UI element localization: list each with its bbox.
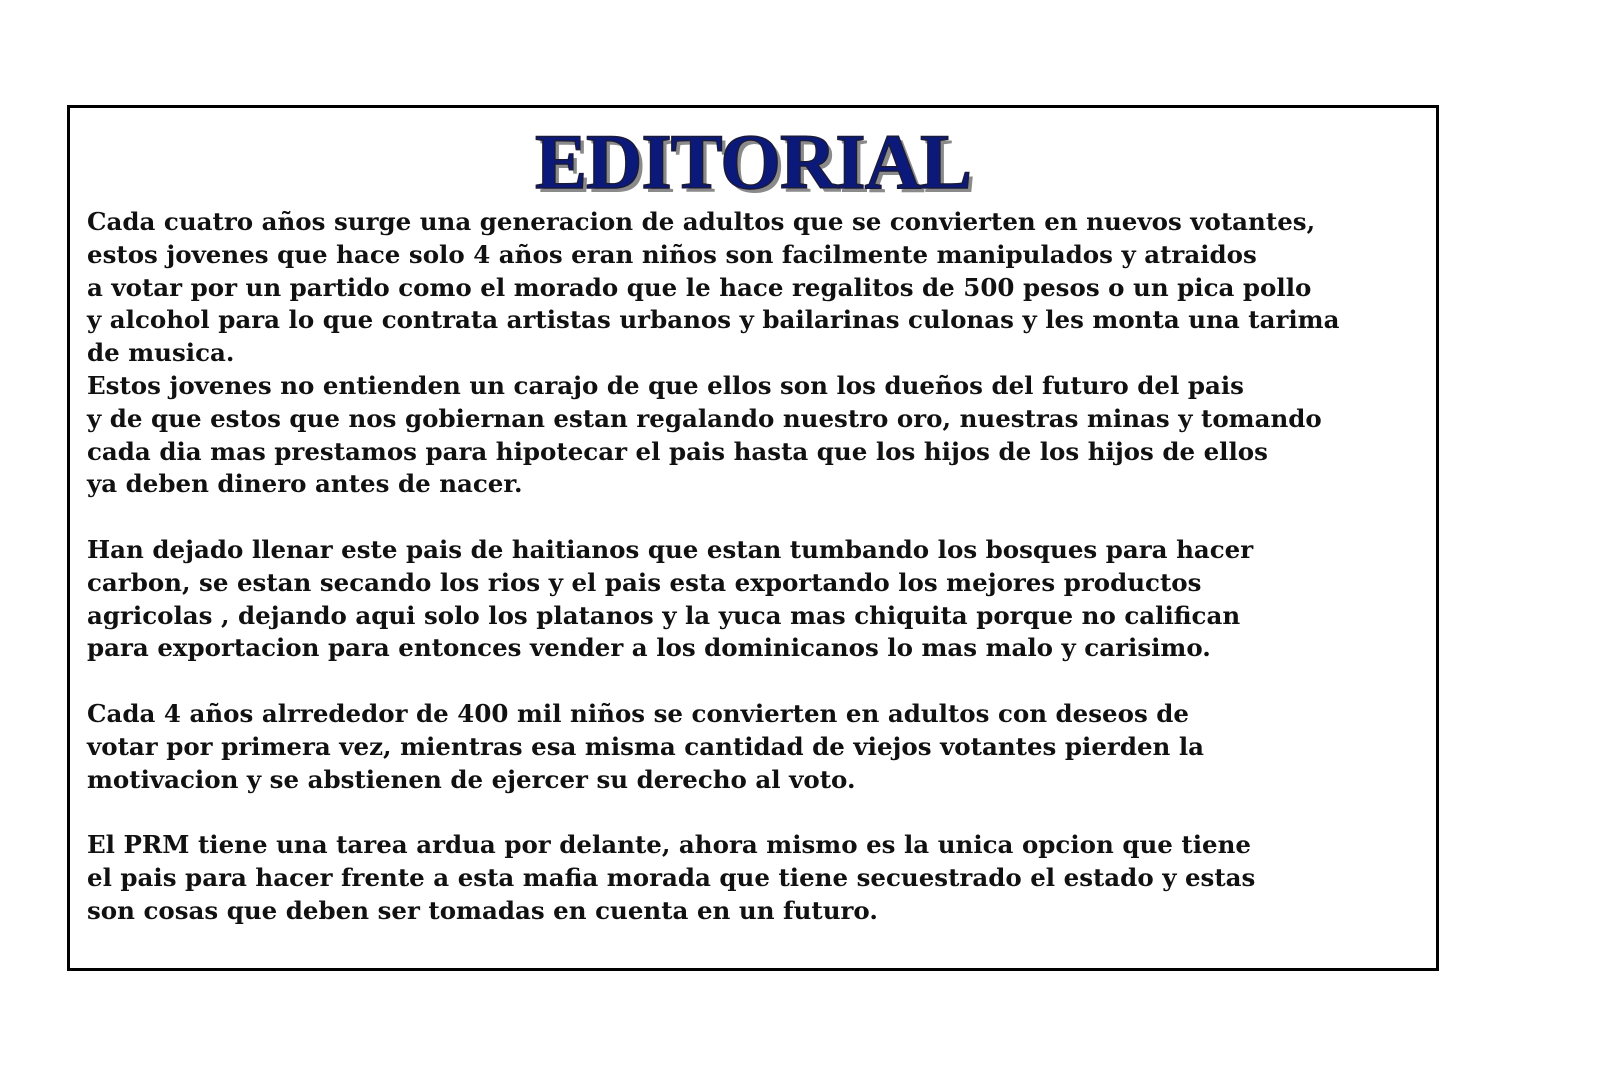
- paragraph-3: [87, 698, 1339, 796]
- text-line: y alcohol para lo que contrata artistas urbanos y bailarinas culonas y les monta una tarima: [87, 305, 1340, 335]
- text-line: a votar por un partido como el morado que le hace regalitos de 500 pesos o un pica pollo: [87, 272, 1312, 302]
- editorial-body: [87, 206, 1339, 928]
- paragraph-gap: [87, 501, 1339, 534]
- text-line: para exportacion para entonces vender a los dominicanos lo mas malo y carisimo.: [87, 633, 1211, 663]
- paragraph-4: [87, 829, 1339, 927]
- text-line: agricolas , dejando aqui solo los platanos y la yuca mas chiquita porque no califican: [87, 600, 1241, 630]
- paragraph-1: [87, 206, 1339, 501]
- paragraph-gap: [87, 665, 1339, 698]
- text-line: Cada 4 años alrrededor de 400 mil niños se convierten en adultos con deseos de: [87, 698, 1190, 728]
- text-line: cada dia mas prestamos para hipotecar el pais hasta que los hijos de los hijos de ellos: [87, 436, 1268, 466]
- text-line: el pais para hacer frente a esta mafia morada que tiene secuestrado el estado y estas: [87, 862, 1256, 892]
- text-line: estos jovenes que hace solo 4 años eran niños son facilmente manipulados y atraidos: [87, 239, 1257, 269]
- paragraph-gap: [87, 796, 1339, 829]
- text-line: Estos jovenes no entienden un carajo de que ellos son los dueños del futuro del pais: [87, 370, 1244, 400]
- text-line: motivacion y se abstienen de ejercer su derecho al voto.: [87, 764, 856, 794]
- text-line: Cada cuatro años surge una generacion de adultos que se convierten en nuevos votantes,: [87, 207, 1316, 236]
- editorial-box: [67, 105, 1439, 971]
- text-line: votar por primera vez, mientras esa misma cantidad de viejos votantes pierden la: [87, 731, 1205, 761]
- text-line: carbon, se estan secando los rios y el pais esta exportando los mejores productos: [87, 567, 1202, 597]
- text-line: Han dejado llenar este pais de haitianos que estan tumbando los bosques para hacer: [87, 534, 1254, 564]
- paragraph-2: [87, 534, 1339, 665]
- text-line: ya deben dinero antes de nacer.: [87, 469, 523, 499]
- text-line: El PRM tiene una tarea ardua por delante, ahora mismo es la unica opcion que tiene: [87, 830, 1252, 860]
- text-line: son cosas que deben ser tomadas en cuenta en un futuro.: [87, 895, 878, 925]
- text-line: de musica.: [87, 338, 235, 368]
- editorial-title: EDITORIAL: [534, 118, 972, 205]
- text-line: y de que estos que nos gobiernan estan regalando nuestro oro, nuestras minas y tomando: [87, 403, 1322, 433]
